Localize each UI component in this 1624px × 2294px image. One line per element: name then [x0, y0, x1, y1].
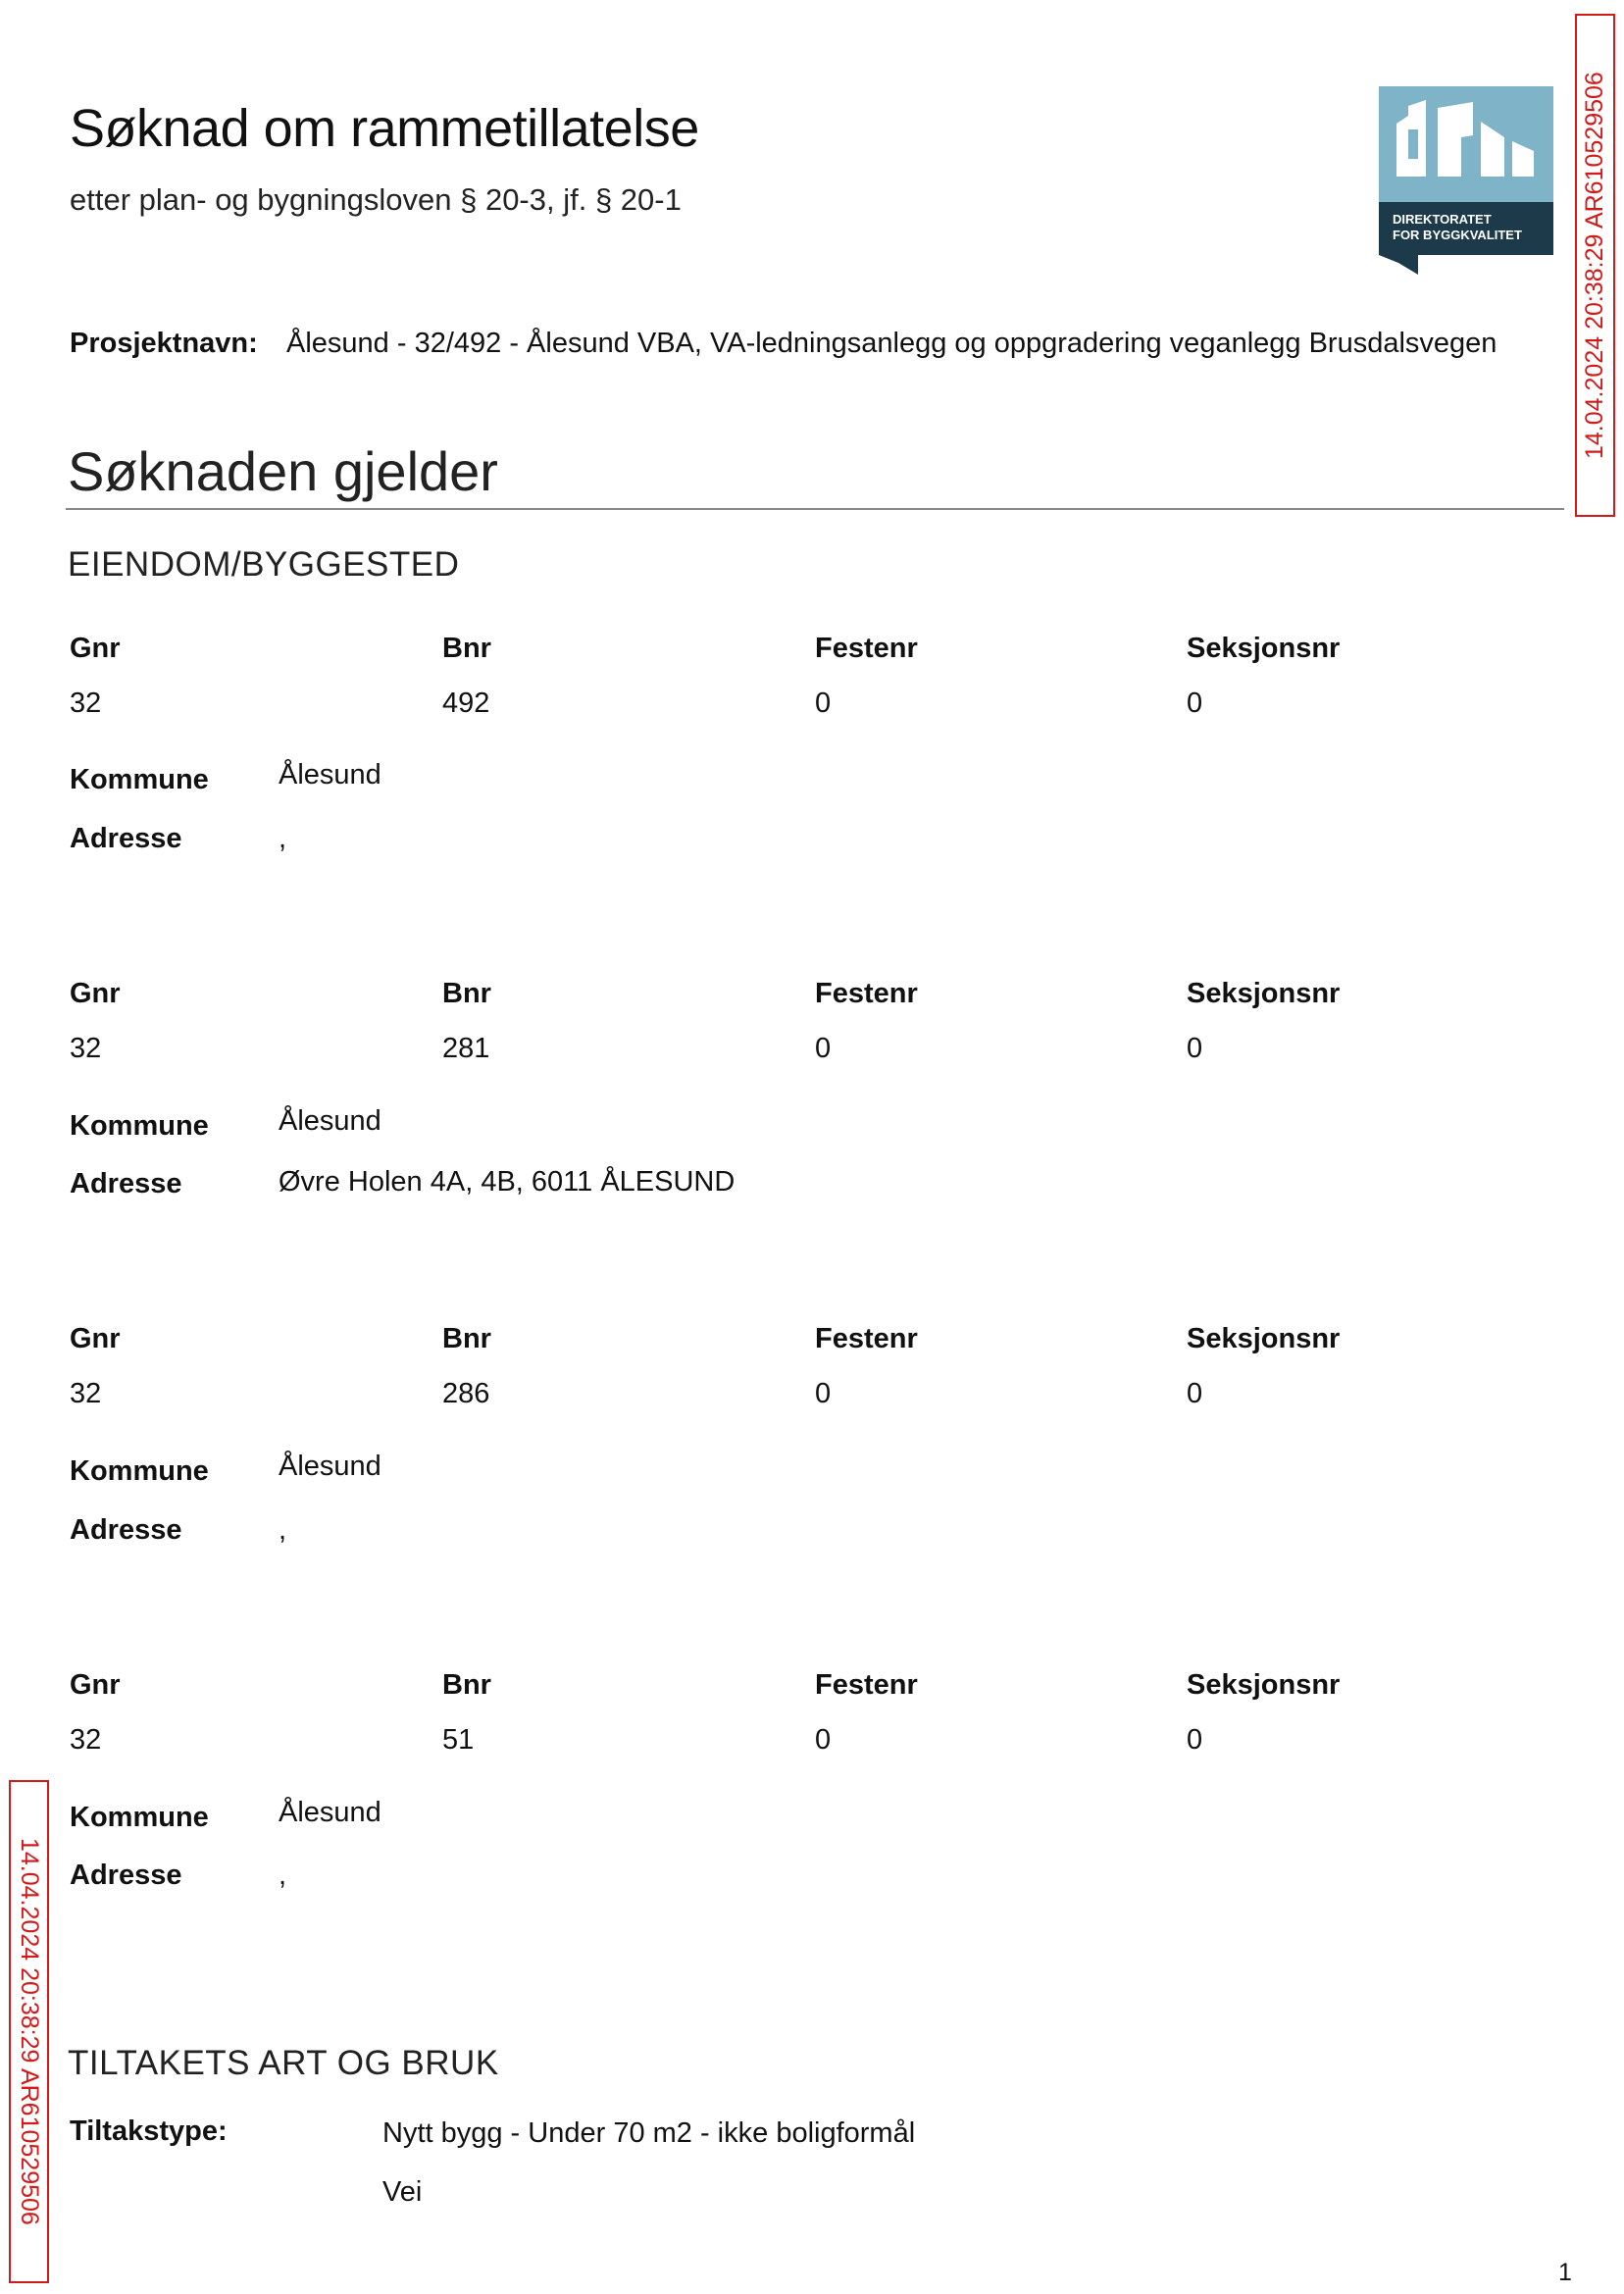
bnr-value: 281 [442, 1033, 490, 1064]
document-title: Søknad om rammetillatelse [70, 99, 699, 158]
adresse-value: , [279, 823, 287, 854]
bnr-label: Bnr [442, 633, 491, 664]
adresse-value: , [279, 1514, 287, 1546]
bnr-label: Bnr [442, 1669, 491, 1701]
dibk-logo-icon [1379, 86, 1553, 275]
timestamp-stamp-bottom: 14.04.2024 20:38:29 AR610529506 [9, 1780, 49, 2283]
gnr-value: 32 [70, 1033, 102, 1064]
seksjonsnr-label: Seksjonsnr [1187, 1323, 1341, 1354]
festenr-value: 0 [815, 1033, 832, 1064]
bnr-value: 492 [442, 688, 490, 719]
adresse-label: Adresse [70, 823, 182, 854]
bnr-label: Bnr [442, 978, 491, 1009]
adresse-label: Adresse [70, 1168, 182, 1199]
adresse-value: , [279, 1860, 287, 1891]
kommune-value: Ålesund [279, 1451, 381, 1482]
seksjonsnr-label: Seksjonsnr [1187, 633, 1341, 664]
dibk-logo [1379, 86, 1553, 275]
seksjonsnr-value: 0 [1187, 1033, 1203, 1064]
measure-heading: TILTAKETS ART OG BRUK [68, 2044, 499, 2082]
logo-line2: FOR BYGGKVALITET [1393, 228, 1522, 242]
festenr-label: Festenr [815, 1323, 918, 1354]
bnr-label: Bnr [442, 1323, 491, 1354]
festenr-value: 0 [815, 1378, 832, 1409]
gnr-value: 32 [70, 688, 102, 719]
page-number: 1 [1558, 2259, 1572, 2286]
section-divider [66, 508, 1564, 510]
gnr-label: Gnr [70, 1323, 121, 1354]
timestamp-stamp-top: 14.04.2024 20:38:29 AR610529506 [1575, 14, 1615, 517]
seksjonsnr-value: 0 [1187, 1378, 1203, 1409]
adresse-value: Øvre Holen 4A, 4B, 6011 ÅLESUND [279, 1166, 736, 1198]
bnr-value: 286 [442, 1378, 490, 1409]
kommune-value: Ålesund [279, 759, 381, 790]
gnr-label: Gnr [70, 633, 121, 664]
measure-use-value: Vei [382, 2176, 423, 2208]
section-title: Søknaden gjelder [68, 440, 498, 502]
project-label: Prosjektnavn: [70, 328, 258, 359]
measure-type-label: Tiltakstype: [70, 2116, 228, 2147]
measure-type-value: Nytt bygg - Under 70 m2 - ikke boligformål [382, 2117, 916, 2149]
festenr-label: Festenr [815, 633, 918, 664]
festenr-label: Festenr [815, 978, 918, 1009]
festenr-label: Festenr [815, 1669, 918, 1701]
festenr-value: 0 [815, 1724, 832, 1756]
property-heading: EIENDOM/BYGGESTED [68, 545, 460, 584]
seksjonsnr-value: 0 [1187, 688, 1203, 719]
logo-line1: DIREKTORATET [1393, 212, 1492, 227]
adresse-label: Adresse [70, 1860, 182, 1891]
adresse-label: Adresse [70, 1514, 182, 1546]
gnr-label: Gnr [70, 1669, 121, 1701]
festenr-value: 0 [815, 688, 832, 719]
bnr-value: 51 [442, 1724, 475, 1756]
seksjonsnr-label: Seksjonsnr [1187, 978, 1341, 1009]
kommune-label: Kommune [70, 764, 209, 795]
document-subtitle: etter plan- og bygningsloven § 20-3, jf. § 20-1 [70, 182, 682, 217]
gnr-value: 32 [70, 1378, 102, 1409]
gnr-label: Gnr [70, 978, 121, 1009]
project-value: Ålesund - 32/492 - Ålesund VBA, VA-ledningsanlegg og oppgradering veganlegg Brusdalsvegen [286, 328, 1497, 359]
kommune-label: Kommune [70, 1110, 209, 1142]
kommune-value: Ålesund [279, 1105, 381, 1137]
kommune-label: Kommune [70, 1802, 209, 1833]
seksjonsnr-value: 0 [1187, 1724, 1203, 1756]
kommune-label: Kommune [70, 1455, 209, 1487]
gnr-value: 32 [70, 1724, 102, 1756]
seksjonsnr-label: Seksjonsnr [1187, 1669, 1341, 1701]
kommune-value: Ålesund [279, 1797, 381, 1828]
